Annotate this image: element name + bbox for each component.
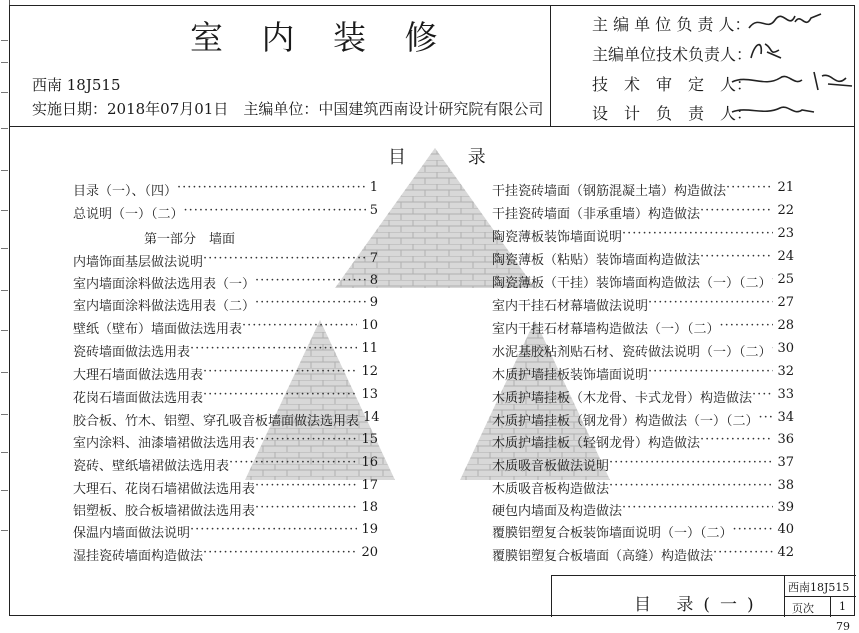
toc-entry-page: 27 [777,295,794,310]
toc-leader-dots [255,273,366,292]
toc-leader-dots [177,180,366,199]
toc-leader-dots [700,203,773,222]
toc-entry-page: 36 [777,432,794,447]
toc-entry-title: 木质吸音板做法说明 [492,459,610,474]
toc-leader-dots [609,455,773,474]
signature-label-reviewer: 技 术 审 定 人： [592,75,753,94]
toc-leader-dots [622,500,773,519]
toc-entry[interactable] [73,203,378,222]
toc-entry-page: 18 [361,500,378,515]
toc-entry[interactable] [73,545,378,564]
toc-entry-page: 14 [363,410,380,425]
toc-entry[interactable] [73,522,378,541]
toc-leader-dots [720,318,774,337]
toc-entry-page: 1 [369,180,378,195]
toc-entry[interactable] [492,318,794,337]
toc-entry-page: 17 [361,478,378,493]
toc-entry-title: 内墙饰面基层做法说明 [73,255,204,270]
toc-entry-page: 30 [777,341,794,356]
toc-leader-dots [255,500,357,519]
toc-entry-title: 硬包内墙面及构造做法 [492,504,623,519]
toc-entry-page: 12 [361,364,378,379]
toc-leader-dots [700,432,773,451]
toc-entry[interactable] [492,432,794,451]
toc-entry[interactable] [73,295,378,314]
toc-entry-page: 9 [369,295,378,310]
document-title: 室 内 装 修 [190,18,452,57]
toc-leader-dots [255,432,357,451]
title-block [551,575,856,617]
toc-entry-page: 15 [361,432,378,447]
toc-entry-title: 水泥基胶粘剂贴石材、瓷砖做法说明（一）（二） [492,345,772,360]
sheet-code: 西南18J515 [788,581,850,594]
toc-leader-dots [255,295,366,314]
toc-entry-title: 覆膜铝塑复合板墙面（高缝）构造做法 [492,549,714,564]
signature-label-technical-head: 主编单位技术负责人： [592,45,753,64]
toc-entry-page: 10 [361,318,378,333]
toc-entry-page: 25 [777,272,794,287]
toc-entry[interactable] [492,203,794,222]
toc-entry-title: 木质护墙挂板（钢龙骨）构造做法（一）（二） [492,414,759,429]
toc-leader-dots [242,318,357,337]
toc-entry[interactable] [492,226,794,245]
toc-entry-title: 瓷砖、壁纸墙裙做法选用表 [73,459,230,474]
handwritten-signature-3 [728,66,858,94]
toc-entry-title: 木质护墙挂板（木龙骨、卡式龙骨）构造做法 [492,391,753,406]
toc-leader-dots [190,522,357,541]
toc-entry[interactable] [73,364,378,383]
toc-entry-title: 铝塑板、胶合板墙裙做法选用表 [73,504,256,519]
toc-leader-dots [609,478,773,497]
toc-leader-dots [733,522,774,541]
toc-entry[interactable] [492,522,794,541]
toc-entry-page: 23 [777,226,794,241]
toc-leader-dots [700,249,773,268]
toc-entry[interactable] [73,318,378,337]
section-heading: 第一部分 墙面 [144,232,236,247]
toc-entry[interactable] [492,272,794,291]
toc-entry-title: 瓷砖墙面做法选用表 [73,345,191,360]
toc-entry-page: 8 [369,273,378,288]
toc-entry[interactable] [492,545,794,564]
toc-entry[interactable] [492,180,794,199]
toc-leader-dots [255,478,357,497]
toc-leader-dots [648,295,773,314]
toc-entry-title: 保温内墙面做法说明 [73,526,191,541]
toc-entry-title: 室内墙面涂料做法选用表（二） [73,299,256,314]
toc-entry[interactable] [492,500,794,519]
signature-label-design-head: 设 计 负 责 人： [592,104,753,123]
toc-entry[interactable] [73,455,378,474]
toc-entry-page: 22 [777,203,794,218]
header-divider [550,5,551,126]
toc-entry-title: 花岗石墙面做法选用表 [73,391,204,406]
toc-entry-page: 32 [777,364,794,379]
toc-entry-title: 大理石墙面做法选用表 [73,368,204,383]
header-rule [9,126,855,127]
toc-entry-page: 40 [777,522,794,537]
toc-entry-title: 木质吸音板构造做法 [492,482,610,497]
toc-leader-dots [713,545,773,564]
toc-entry-title: 干挂瓷砖墙面（钢筋混凝土墙）构造做法 [492,184,727,199]
page-number: 1 [839,600,846,613]
toc-entry-page: 5 [369,203,378,218]
toc-entry[interactable] [492,295,794,314]
toc-leader-dots [190,341,357,360]
toc-entry-title: 室内墙面涂料做法选用表（一） [73,277,256,292]
effective-date-line: 实施日期：2018年07月01日 主编单位：中国建筑西南设计研究院有限公司 [32,100,544,118]
toc-leader-dots [203,387,357,406]
toc-entry-page: 16 [361,455,378,470]
toc-title: 目 录 [388,147,514,168]
toc-entry[interactable] [73,273,378,292]
toc-entry-title: 大理石、花岗石墙裙做法选用表 [73,482,256,497]
toc-entry-page: 28 [777,318,794,333]
toc-entry-title: 干挂瓷砖墙面（非承重墙）构造做法 [492,207,701,222]
toc-entry-title: 总说明（一）（二） [73,207,184,222]
toc-leader-dots [622,226,773,245]
standard-code: 西南 18J515 [32,76,121,94]
toc-entry-title: 木质护墙挂板（轻钢龙骨）构造做法 [492,436,701,451]
toc-entry-title: 木质护墙挂板装饰墙面说明 [492,368,649,383]
toc-entry[interactable] [73,410,378,429]
toc-entry[interactable] [73,341,378,360]
toc-entry-page: 21 [777,180,794,195]
toc-leader-dots [648,364,773,383]
toc-entry-title: 胶合板、竹木、铝塑、穿孔吸音板墙面做法选用表 [73,414,360,429]
toc-entry[interactable] [492,364,794,383]
toc-entry[interactable] [73,251,378,270]
toc-entry-page: 38 [777,478,794,493]
toc-entry-page: 19 [361,522,378,537]
toc-entry-title: 陶瓷薄板（干挂）装饰墙面构造做法（一）（二） [492,276,772,291]
toc-entry-page: 7 [369,251,378,266]
toc-entry-title: 覆膜铝塑复合板装饰墙面说明（一）（二） [492,526,733,541]
toc-entry[interactable] [492,410,794,429]
signature-label-chief-editor-head: 主 编 单 位 负 责 人： [592,15,751,34]
toc-entry-title: 室内涂料、油漆墙裙做法选用表 [73,436,256,451]
toc-entry[interactable] [73,180,378,199]
handwritten-signature-2 [745,36,785,64]
toc-entry-page: 13 [361,387,378,402]
toc-leader-dots [203,545,357,564]
sheet-title: 目 录(一) [634,595,764,615]
handwritten-signature-1 [745,8,825,36]
toc-entry-page: 39 [777,500,794,515]
toc-entry-page: 24 [777,249,794,264]
toc-leader-dots [229,455,357,474]
toc-leader-dots [726,180,773,199]
toc-entry[interactable] [492,387,794,406]
toc-entry[interactable] [492,341,794,360]
toc-leader-dots [203,364,357,383]
toc-entry-page: 42 [777,545,794,560]
toc-entry-page: 37 [777,455,794,470]
toc-entry-page: 20 [361,545,378,560]
toc-leader-dots [203,251,366,270]
toc-entry[interactable] [73,478,378,497]
toc-entry-page: 33 [777,387,794,402]
toc-entry-title: 陶瓷薄板装饰墙面说明 [492,230,623,245]
toc-entry[interactable] [73,387,378,406]
toc-leader-dots [759,410,774,429]
toc-entry[interactable] [73,500,378,519]
toc-entry-title: 室内干挂石材幕墙做法说明 [492,299,649,314]
toc-entry-page: 34 [777,410,794,425]
handwritten-signature-4 [728,98,818,122]
toc-entry[interactable] [492,249,794,268]
toc-entry[interactable] [492,455,794,474]
toc-leader-dots [184,203,366,222]
corner-number: 79 [836,620,850,633]
toc-entry-title: 湿挂瓷砖墙面构造做法 [73,549,204,564]
toc-entry-page: 11 [361,341,378,356]
toc-entry-title: 室内干挂石材幕墙构造做法（一）（二） [492,322,720,337]
toc-leader-dots [752,387,773,406]
page-label: 页次 [792,602,814,615]
toc-entry[interactable] [73,432,378,451]
toc-entry[interactable] [492,478,794,497]
toc-entry-title: 壁纸（壁布）墙面做法选用表 [73,322,243,337]
toc-entry-title: 目录（一）、（四） [73,184,178,199]
toc-entry-title: 陶瓷薄板（粘贴）装饰墙面构造做法 [492,253,701,268]
